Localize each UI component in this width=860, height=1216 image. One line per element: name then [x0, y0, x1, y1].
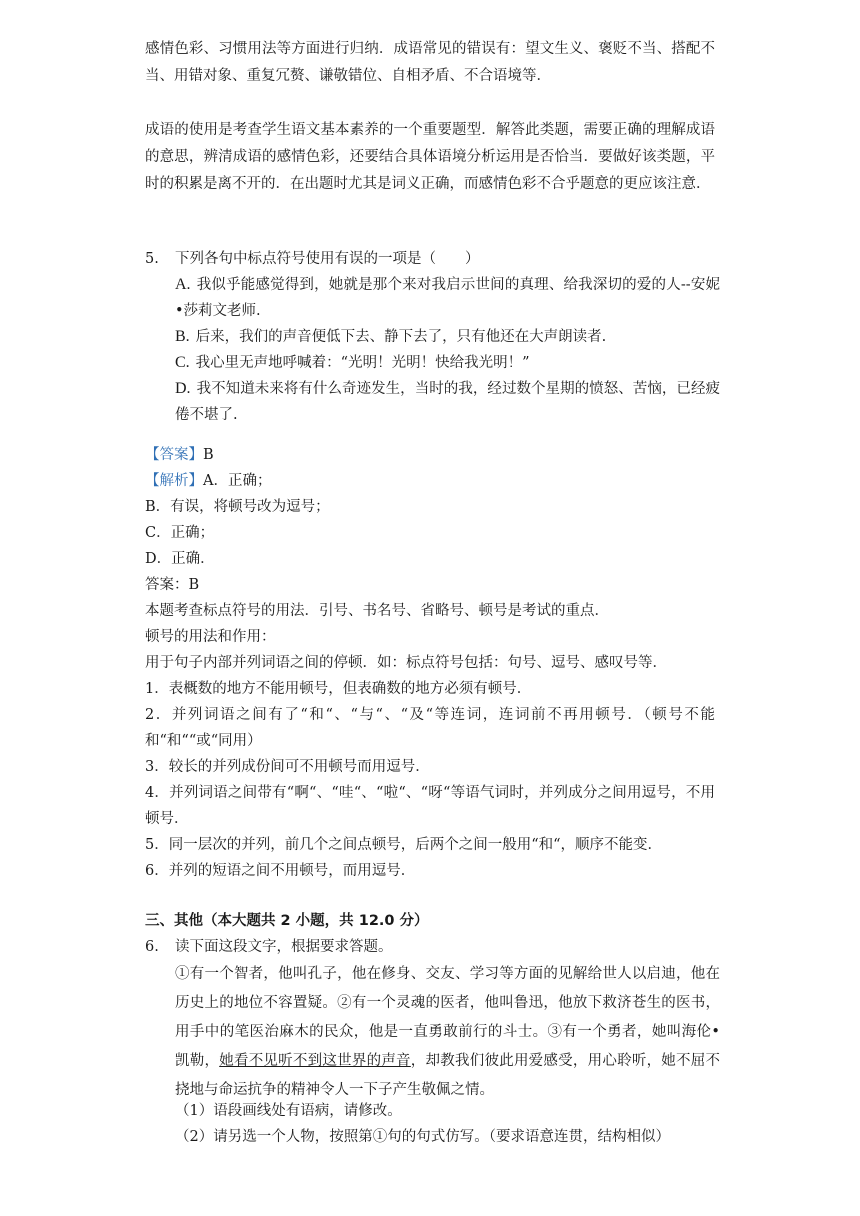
analysis-text-line: 1．表概数的地方不能用顿号，但表确数的地方必须有顿号．	[145, 681, 532, 697]
question-6-sub-1: （1）语段画线处有语病，请修改。	[175, 1103, 402, 1119]
analysis-text-line: 用于句子内部并列词语之间的停顿．如：标点符号包括：句号、逗号、感叹号等．	[145, 655, 667, 671]
option-b-text: 后来，我们的声音便低下去、静下去了，只有他还在大声朗读者.	[195, 329, 607, 345]
question-6-passage	[175, 960, 720, 1105]
option-d-text: 我不知道未来将有什么奇迹发生，当时的我，经过数个星期的愤怒、苦恼，已经疲倦不堪了.	[175, 381, 720, 423]
intro-paragraph-1: 感情色彩、习惯用法等方面进行归纳．成语常见的错误有：望文生义、褒贬不当、搭配不当、用错对象、重复冗赘、谦敬错位、自相矛盾、不合语境等．	[145, 41, 715, 84]
analysis-text-line: D．正确．	[145, 551, 215, 567]
analysis-text-line: 5．同一层次的并列，前几个之间点顿号，后两个之间一般用“和“，顺序不能变．	[145, 837, 663, 853]
analysis-text-line: 2．并列词语之间有了“和“、“与“、“及“等连词，连词前不再用顿号．（顿号不能和“和““或“同用）	[145, 707, 715, 749]
analysis-text-line: 答案：B	[145, 577, 200, 593]
analysis-first: A．正确；	[203, 473, 272, 489]
analysis-text-line: 本题考查标点符号的用法．引号、书名号、省略号、顿号是考试的重点．	[145, 603, 609, 619]
intro-paragraph-2: 成语的使用是考查学生语文基本素养的一个重要题型．解答此类题，需要正确的理解成语的意思，辨清成语的感情色彩，还要结合具体语境分析运用是否恰当．要做好该类题，平时的积累是离不开的．在出题时尤其是词义正确，而感情色彩不合乎题意的更应该注意．	[145, 122, 715, 192]
option-a-letter: A.	[175, 276, 191, 293]
passage-underlined: 她看不见听不到这世界的声音	[219, 1053, 411, 1069]
section-3-title: 三、其他（本大题共 2 小题，共 12.0 分）	[145, 913, 429, 929]
answer-line	[145, 442, 725, 468]
question-6-number: 6.	[145, 939, 159, 955]
option-b-letter: B.	[175, 328, 190, 345]
analysis-text-line: B．有误，将顿号改为逗号；	[145, 499, 330, 515]
analysis-text-line: 4．并列词语之间带有“啊“、“哇“、“啦“、“呀“等语气词时，并列成分之间用逗号，不用顿号．	[145, 785, 715, 827]
analysis-line	[145, 468, 725, 494]
analysis-text-line: 3．较长的并列成份间可不用顿号而用逗号．	[145, 759, 430, 775]
question-5-number: 5.	[145, 251, 159, 267]
analysis-text-line: 6．并列的短语之间不用顿号，而用逗号．	[145, 863, 416, 879]
option-c-letter: C.	[175, 354, 190, 371]
option-a-text: 我似乎能感觉得到，她就是那个来对我启示世间的真理、给我深切的爱的人--安妮•莎莉文老师.	[175, 277, 720, 319]
option-c-text: 我心里无声地呼喊着：“光明！光明！快给我光明！”	[195, 355, 530, 371]
question-6-stem: 读下面这段文字，根据要求答题。	[175, 939, 393, 955]
analysis-text-line: C．正确；	[145, 525, 215, 541]
question-5-stem: 下列各句中标点符号使用有误的一项是（ ）	[175, 251, 480, 267]
option-d-letter: D.	[175, 380, 191, 397]
analysis-text-line: 顿号的用法和作用：	[145, 629, 276, 645]
passage-before: ①有一个智者，他叫孔子，他在修身、交友、学习等方面的见解给世人以启迪，他在历史上的地位不容置疑。②有一个灵魂的医者，他叫鲁迅，他放下救济苍生的医书，用手中的笔医治麻木的民众，他是一直勇敢前行的斗士。③有一个勇者，她叫海伦•凯勒，	[175, 966, 720, 1069]
question-5-option-b	[175, 324, 720, 350]
question-5-option-a	[175, 272, 720, 324]
passage-after: ，却教我们彼此用爱感受，用心聆听，她不屈不挠地与命运抗争的精神令人一下子产生敬佩之情。	[175, 1053, 721, 1098]
answer-tag: 【答案】	[145, 447, 203, 463]
question-5-option-d	[175, 376, 720, 428]
question-6-sub-2: （2）请另选一个人物，按照第①句的句式仿写。（要求语意连贯，结构相似）	[175, 1129, 670, 1145]
answer-value: B	[203, 447, 214, 463]
analysis-tag: 【解析】	[145, 473, 203, 489]
question-5-option-c	[175, 350, 720, 376]
